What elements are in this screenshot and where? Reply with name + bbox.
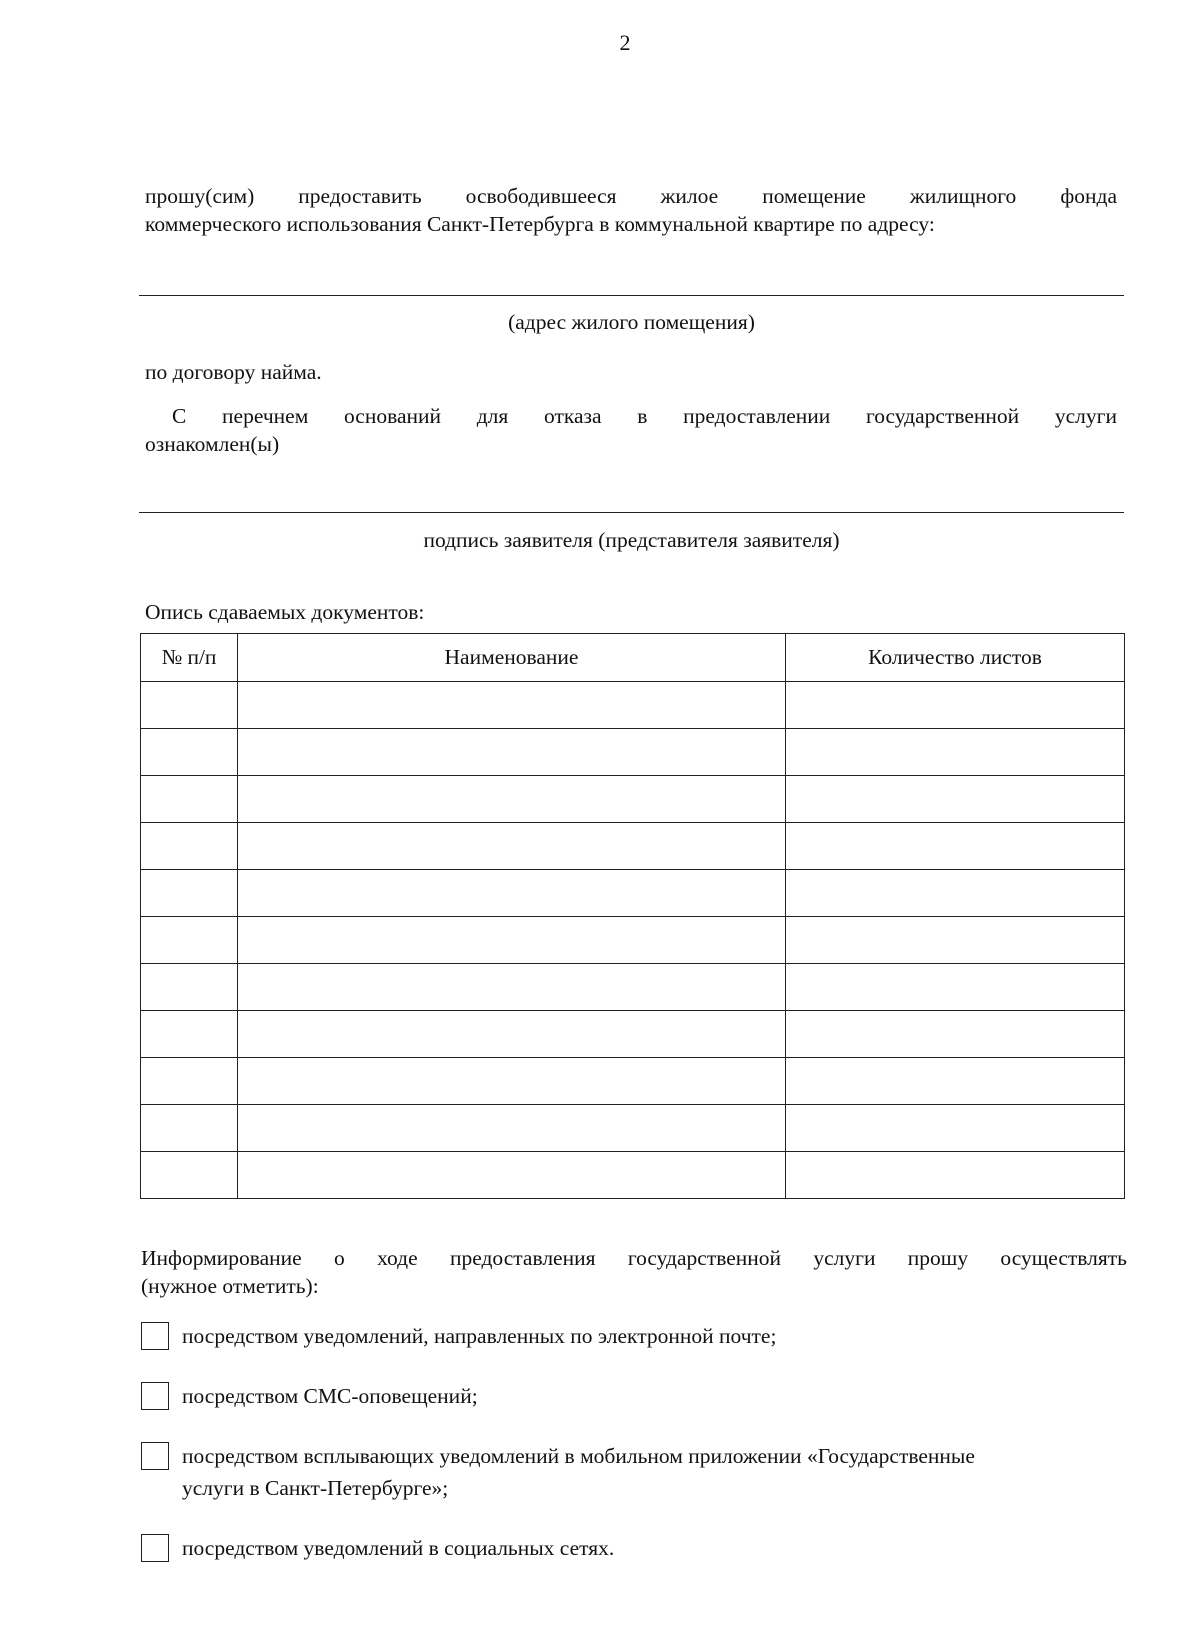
cell-number[interactable]: [141, 1105, 238, 1152]
cell-name[interactable]: [238, 1011, 786, 1058]
cell-name[interactable]: [238, 917, 786, 964]
table-row: [141, 823, 1125, 870]
cell-number[interactable]: [141, 1011, 238, 1058]
sms-checkbox[interactable]: [141, 1382, 169, 1410]
address-input-line[interactable]: [139, 295, 1124, 296]
option-mobile-app-label: посредством всплывающих уведомлений в мобильном приложении «Государственные: [182, 1444, 975, 1468]
documents-table: [140, 633, 1125, 1199]
cell-sheets[interactable]: [786, 682, 1125, 729]
cell-sheets[interactable]: [786, 1058, 1125, 1105]
cell-sheets[interactable]: [786, 1152, 1125, 1199]
table-row: [141, 776, 1125, 823]
cell-sheets[interactable]: [786, 1011, 1125, 1058]
table-row: [141, 729, 1125, 776]
signature-caption: подпись заявителя (представителя заявителя): [423, 528, 840, 552]
cell-sheets[interactable]: [786, 823, 1125, 870]
acknowledgement-line-1: С перечнем оснований для отказа в предоставлении государственной услуги: [172, 404, 1117, 428]
cell-sheets[interactable]: [786, 1105, 1125, 1152]
header-name: Наименование: [238, 634, 786, 682]
cell-number[interactable]: [141, 682, 238, 729]
cell-sheets[interactable]: [786, 917, 1125, 964]
cell-name[interactable]: [238, 964, 786, 1011]
page-number: 2: [619, 30, 631, 55]
table-row: [141, 1011, 1125, 1058]
cell-name[interactable]: [238, 682, 786, 729]
table-row: [141, 917, 1125, 964]
option-email-label: посредством уведомлений, направленных по электронной почте;: [182, 1324, 777, 1348]
request-line-1: прошу(сим) предоставить освободившееся жилое помещение жилищного фонда: [145, 184, 1117, 208]
header-sheets: Количество листов: [786, 634, 1125, 682]
informing-line-2: (нужное отметить):: [141, 1274, 319, 1298]
cell-sheets[interactable]: [786, 964, 1125, 1011]
table-row: [141, 682, 1125, 729]
cell-name[interactable]: [238, 870, 786, 917]
documents-title: Опись сдаваемых документов:: [145, 600, 425, 624]
cell-sheets[interactable]: [786, 729, 1125, 776]
mobile-app-checkbox[interactable]: [141, 1442, 169, 1470]
social-networks-checkbox[interactable]: [141, 1534, 169, 1562]
signature-input-line[interactable]: [139, 512, 1124, 513]
table-row: [141, 1152, 1125, 1199]
cell-name[interactable]: [238, 1058, 786, 1105]
cell-number[interactable]: [141, 870, 238, 917]
cell-number[interactable]: [141, 823, 238, 870]
header-number: № п/п: [141, 634, 238, 682]
table-header-row: [141, 634, 1125, 682]
table-row: [141, 1058, 1125, 1105]
cell-sheets[interactable]: [786, 776, 1125, 823]
email-checkbox[interactable]: [141, 1322, 169, 1350]
address-caption: (адрес жилого помещения): [508, 310, 755, 334]
cell-number[interactable]: [141, 1058, 238, 1105]
cell-name[interactable]: [238, 1105, 786, 1152]
table-row: [141, 1105, 1125, 1152]
option-mobile-app-label-2: услуги в Санкт-Петербурге»;: [182, 1476, 449, 1500]
cell-name[interactable]: [238, 1152, 786, 1199]
cell-number[interactable]: [141, 1152, 238, 1199]
acknowledgement-line-2: ознакомлен(ы): [145, 432, 280, 456]
cell-number[interactable]: [141, 776, 238, 823]
informing-line-1: Информирование о ходе предоставления государственной услуги прошу осуществлять: [141, 1246, 1127, 1270]
option-social-label: посредством уведомлений в социальных сетях.: [182, 1536, 615, 1560]
cell-number[interactable]: [141, 917, 238, 964]
cell-name[interactable]: [238, 729, 786, 776]
contract-text: по договору найма.: [145, 360, 322, 384]
table-row: [141, 964, 1125, 1011]
cell-name[interactable]: [238, 776, 786, 823]
cell-number[interactable]: [141, 964, 238, 1011]
request-line-2: коммерческого использования Санкт-Петербурга в коммунальной квартире по адресу:: [145, 212, 935, 236]
cell-number[interactable]: [141, 729, 238, 776]
cell-sheets[interactable]: [786, 870, 1125, 917]
option-sms-label: посредством СМС-оповещений;: [182, 1384, 478, 1408]
cell-name[interactable]: [238, 823, 786, 870]
table-row: [141, 870, 1125, 917]
